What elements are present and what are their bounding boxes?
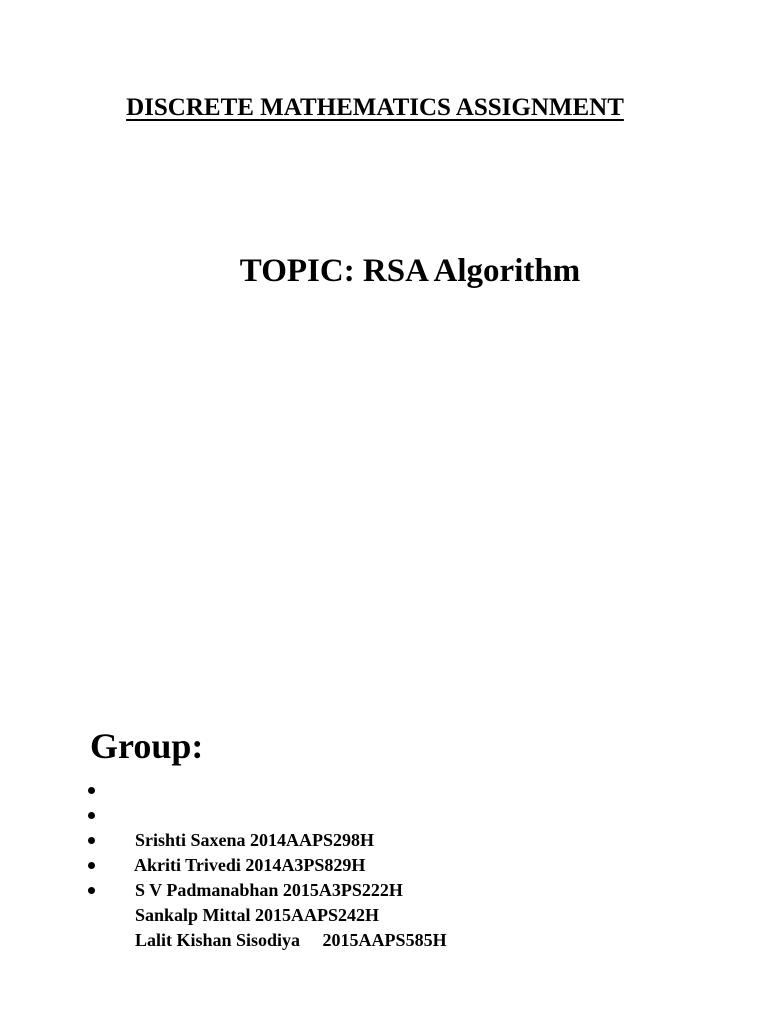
member-name: Lalit Kishan Sisodiya 2015AAPS585H <box>135 930 447 950</box>
bullet-icon <box>88 887 95 894</box>
member-name: Akriti Trivedi 2014A3PS829H <box>134 855 366 875</box>
member-name: Sankalp Mittal 2015AAPS242H <box>135 905 380 925</box>
bullet-icon <box>88 862 95 869</box>
bullet-icon <box>88 837 95 844</box>
bullet-icon <box>88 787 95 794</box>
assignment-heading: DISCRETE MATHEMATICS ASSIGNMENT <box>126 94 624 121</box>
bullet-icon <box>88 812 95 819</box>
topic-title: TOPIC: RSA Algorithm <box>239 253 581 289</box>
member-name: S V Padmanabhan 2015A3PS222H <box>135 880 403 900</box>
member-name: Srishti Saxena 2014AAPS298H <box>135 830 375 850</box>
list-item <box>84 778 447 850</box>
group-heading: Group: <box>90 726 204 766</box>
group-member-list <box>84 778 447 950</box>
